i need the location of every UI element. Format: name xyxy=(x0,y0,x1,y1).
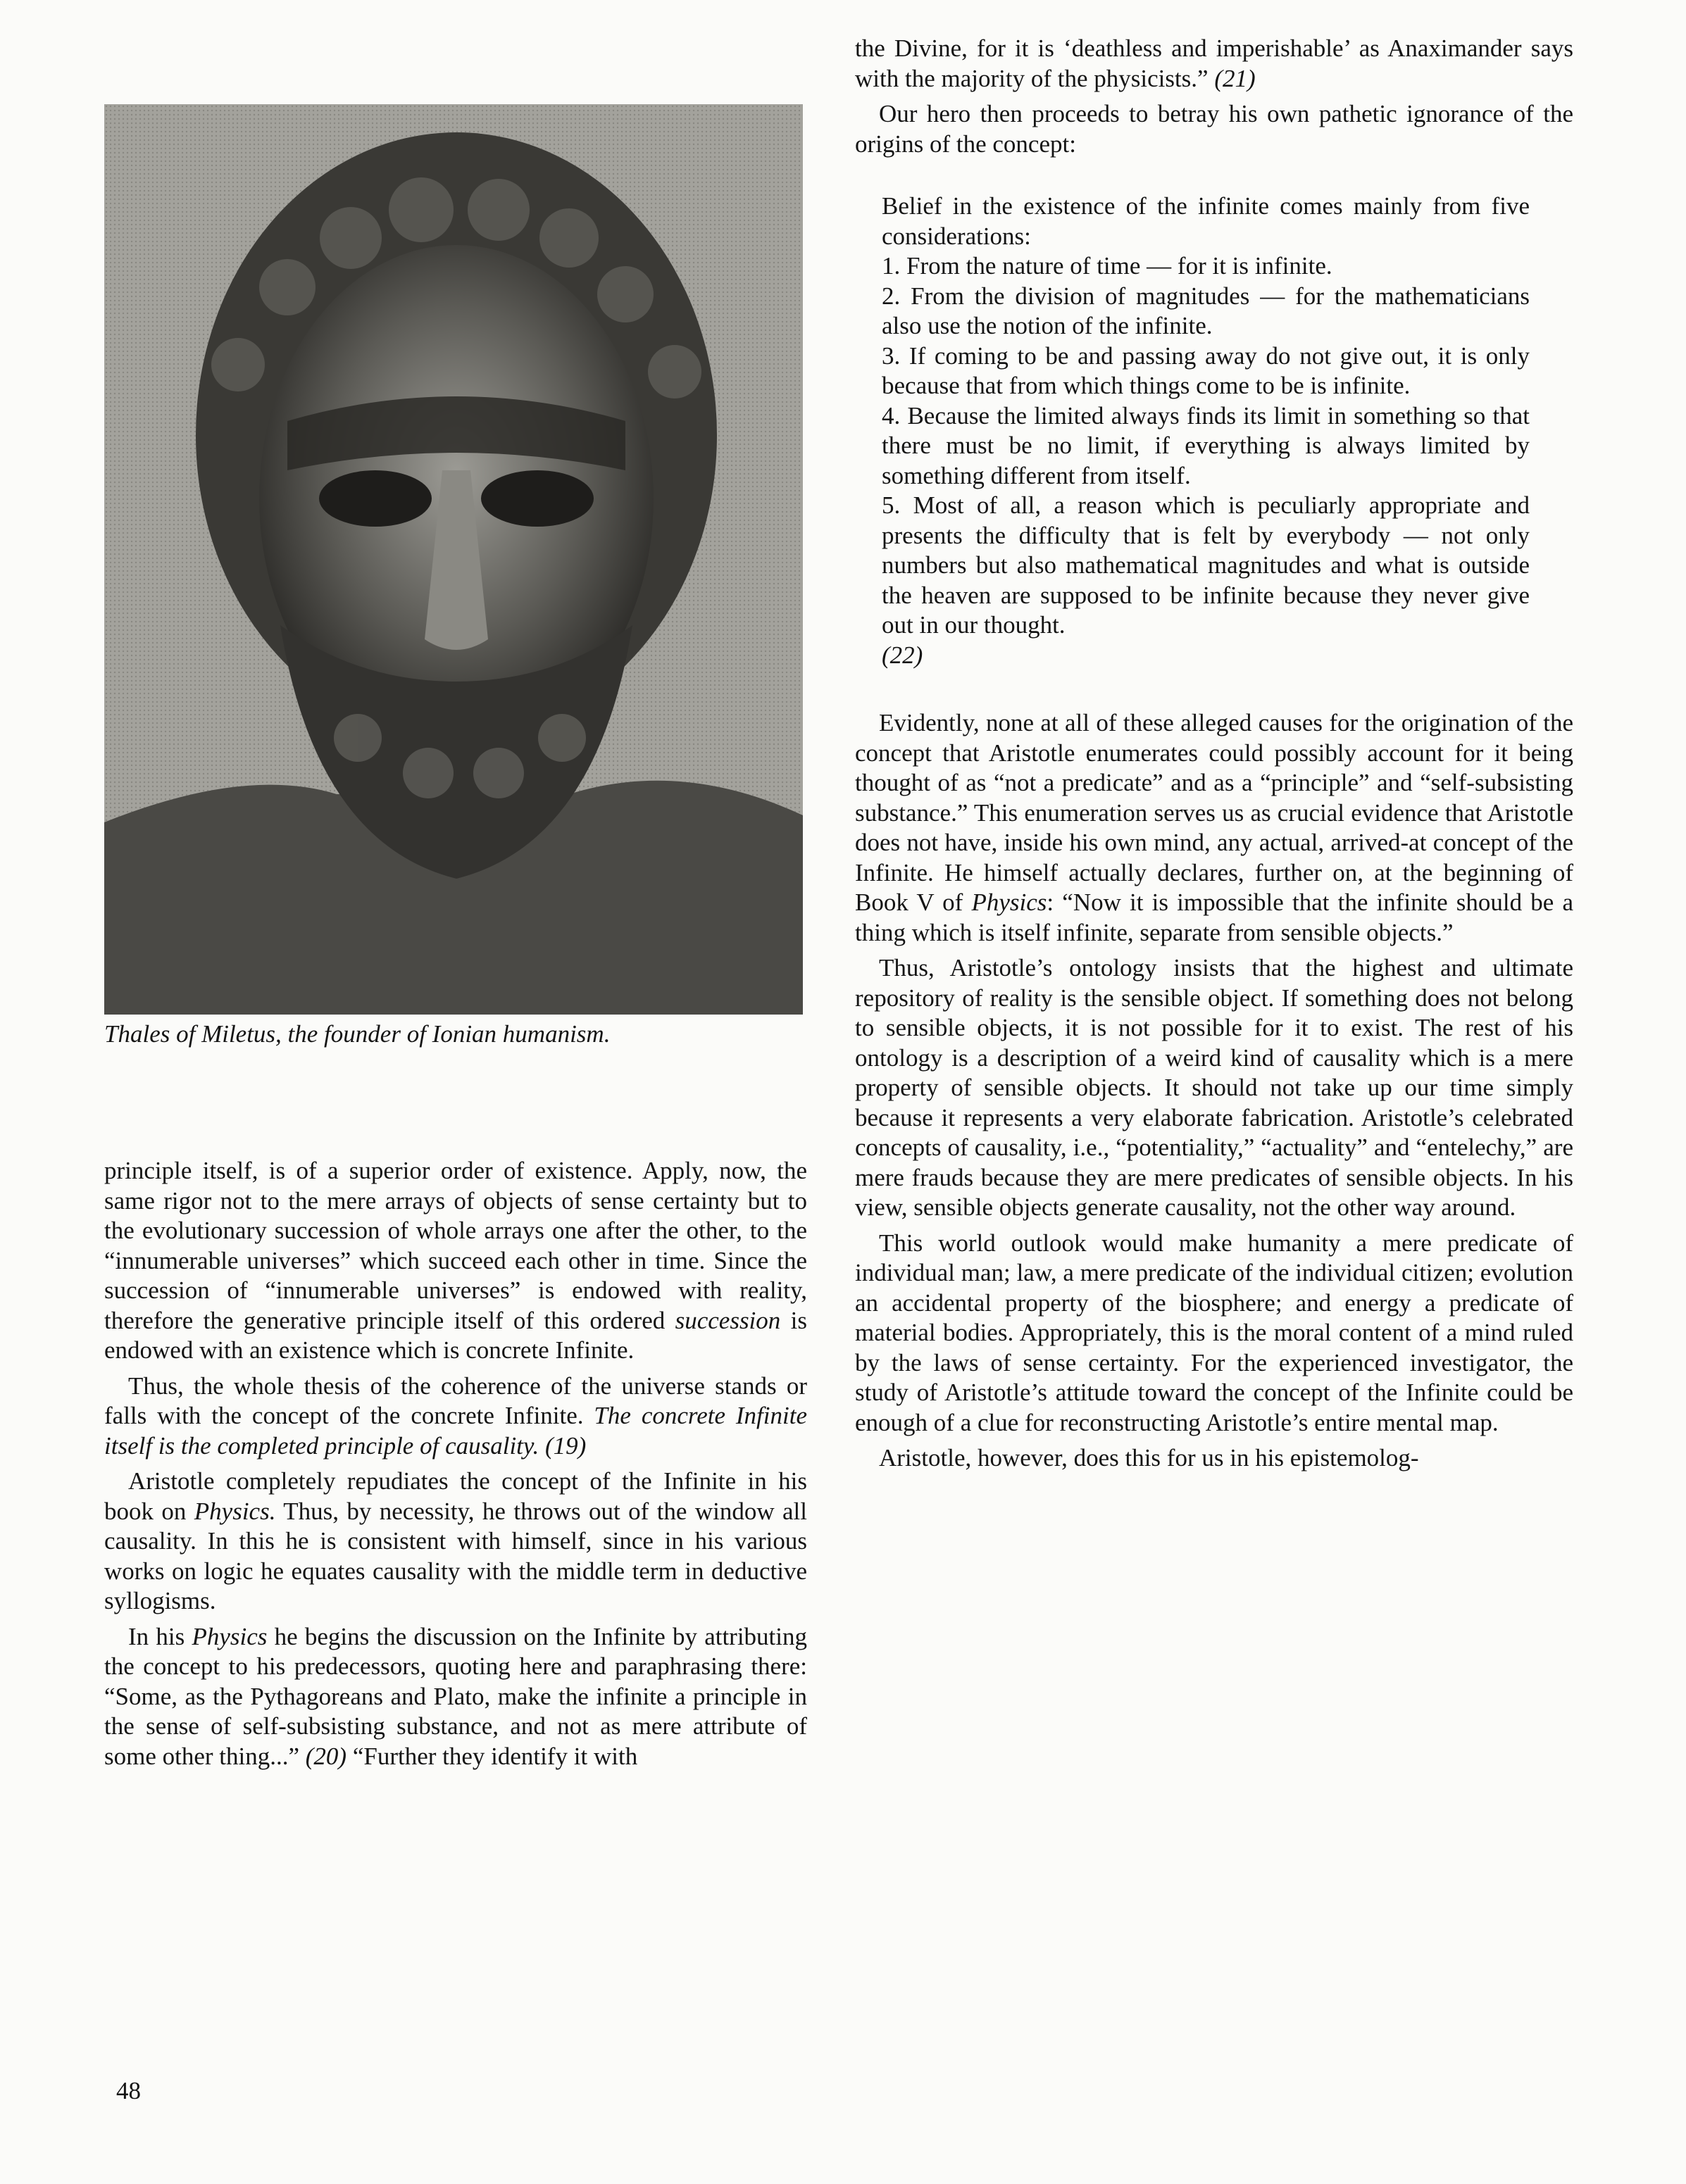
left-column xyxy=(104,1156,807,1771)
paragraph: Thus, Aristotle’s ontology insists that the highest and ultimate repository of reality is the sensible object. If something does not belong to sensible objects, it is not possible for it to exist. The rest of his ontology is a description of a weird kind of causality which is a mere property of sensible objects. It should not take up our time simply because it represents a very elaborate fabrication. Aristotle’s celebrated concepts of causality, i.e., “potentiality,” “actuality” and “entelechy,” are mere frauds because they are mere predicates of sensible objects. In his view, sensible objects generate causality, not the other way around. xyxy=(855,954,1573,1221)
quote-item: 4. Because the limited always finds its limit in something so that there must be no limit, if everything is always limited by something different from itself. xyxy=(882,401,1530,489)
paragraph: Aristotle completely repudiates the concept of the Infinite in his book on Physics. Thus, by necessity, he throws out of the window all causality. In this he is consistent with himself, since in his various works on logic he equates causality with the middle term in deductive syllogisms. xyxy=(104,1467,807,1614)
bust-illustration xyxy=(104,104,803,1015)
paragraph: principle itself, is of a superior order of existence. Apply, now, the same rigor not to the mere arrays of objects of sense certainty but to the evolutionary succession of whole arrays one after the other, to the “innumerable universes” which succeed each other in time. Since the succession of “innumerable universes” is endowed with reality, therefore the generative principle itself of this ordered succession is endowed with an existence which is concrete Infinite. xyxy=(104,1157,807,1364)
block-quote xyxy=(882,192,1530,670)
paragraph: the Divine, for it is ‘deathless and imperishable’ as Anaximander says with the majority of the physicists.” (21) xyxy=(855,34,1573,92)
paragraph: In his Physics he begins the discussion on the Infinite by attributing the concept to his predecessors, quoting here and paraphrasing there: “Some, as the Pythagoreans and Plato, make the infinite a principle in the sense of self-subsisting substance, and not as mere attribute of some other thing...” (20) “Further they identify it with xyxy=(104,1622,807,1770)
quote-item: 2. From the division of magnitudes — for the mathematicians also use the notion of the infinite. xyxy=(882,282,1530,339)
thales-bust-photo xyxy=(104,104,803,1015)
page-number: 48 xyxy=(116,2077,141,2104)
quote-intro: Belief in the existence of the infinite comes mainly from five considerations: xyxy=(882,192,1530,250)
paragraph: Our hero then proceeds to betray his own pathetic ignorance of the origins of the concept: xyxy=(855,100,1573,158)
paragraph: Thus, the whole thesis of the coherence of the universe stands or falls with the concept of the concrete Infinite. The concrete Infinite itself is the completed principle of causality. (19) xyxy=(104,1372,807,1460)
paragraph: Evidently, none at all of these alleged causes for the origination of the concept that Aristotle enumerates could possibly account for it being thought of as “not a predicate” and as a “principle” and “self-subsisting substance.” This enumeration serves us as crucial evidence that Aristotle does not have, inside his own mind, any actual, arrived-at concept of the Infinite. He himself actually declares, further on, at the beginning of Book V of Physics: “Now it is impossible that the infinite should be a thing which is itself infinite, separate from sensible objects.” xyxy=(855,709,1573,946)
quote-item: 5. Most of all, a reason which is peculiarly appropriate and presents the difficulty that is felt by everybody — not only numbers but also mathematical magnitudes and what is outside the heaven are supposed to be infinite because they never give out in our thought. (22) xyxy=(882,491,1530,669)
paragraph: Aristotle, however, does this for us in his epistemolog- xyxy=(879,1444,1419,1471)
right-column xyxy=(855,34,1573,1474)
paragraph: This world outlook would make humanity a mere predicate of individual man; law, a mere predicate of the individual citizen; evolution an accidental property of the biosphere; and energy a predicate of material bodies. Appropriately, this is the moral content of a mind ruled by the laws of sense certainty. For the experienced investigator, the study of Aristotle’s attitude toward the concept of the Infinite could be enough of a clue for reconstructing Aristotle’s entire mental map. xyxy=(855,1229,1573,1436)
figure-caption: Thales of Miletus, the founder of Ionian humanism. xyxy=(104,1020,611,1048)
quote-item: 3. If coming to be and passing away do not give out, it is only because that from which things come to be is infinite. xyxy=(882,341,1530,399)
quote-item: 1. From the nature of time — for it is infinite. xyxy=(882,252,1332,280)
